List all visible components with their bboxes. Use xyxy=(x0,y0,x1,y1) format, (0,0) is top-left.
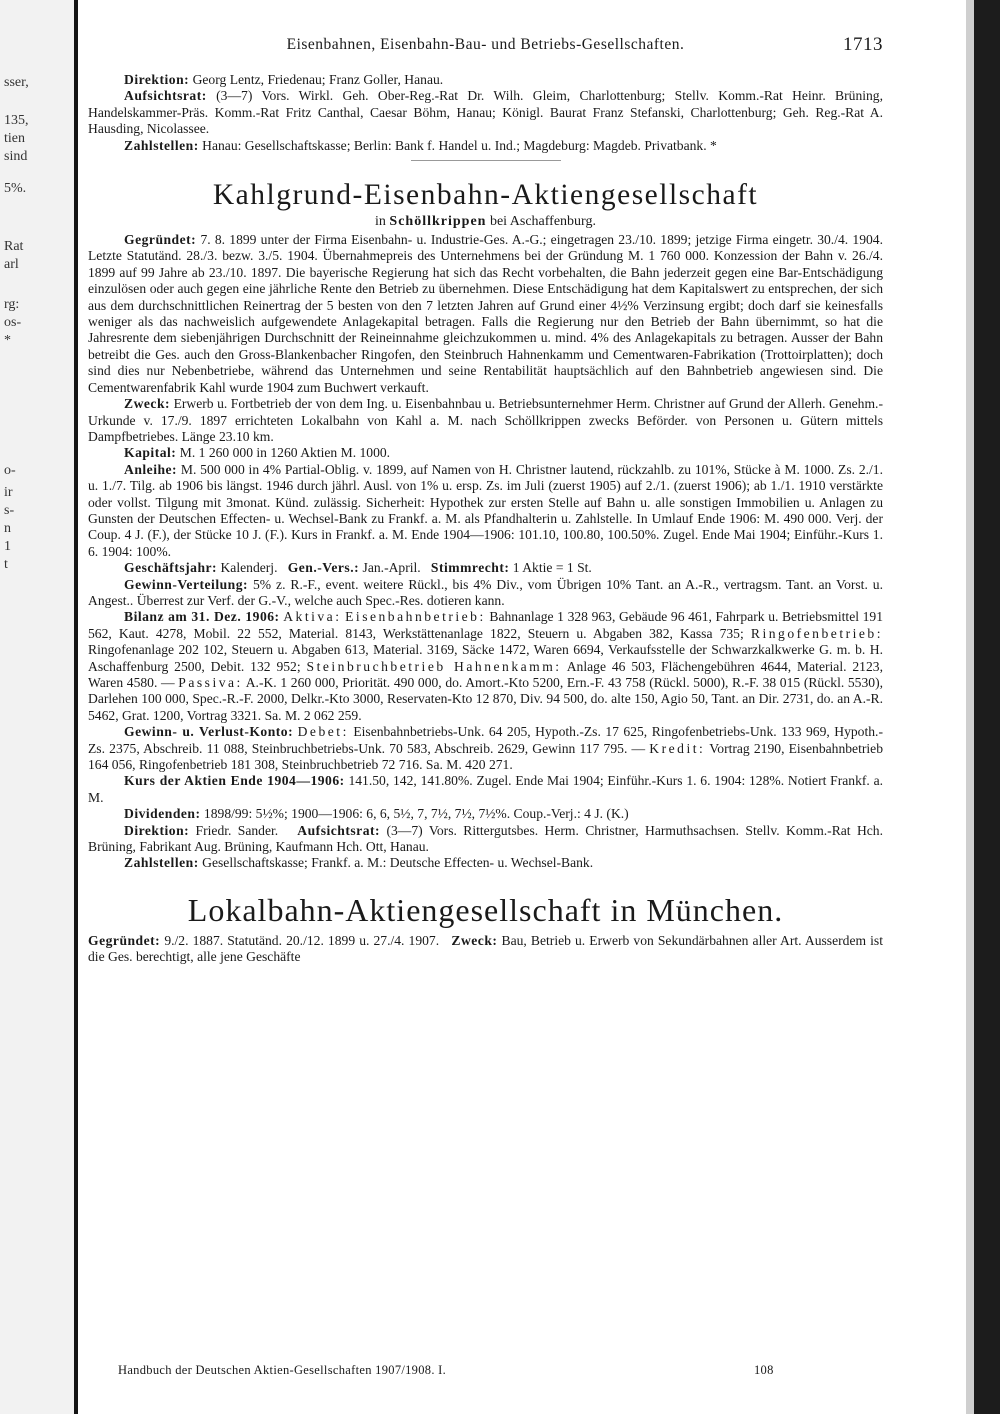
bilanz-paragraph xyxy=(88,609,883,724)
location-suffix: bei Aschaffenburg. xyxy=(489,214,596,230)
kapital-label: Kapital: xyxy=(124,445,177,461)
kredit-text: Vortrag 2190, Eisenbahnbetrieb 164 056, Ringofenbetrieb 181 308, Steinbruchbetrieb 72 716. Sa. M. 420 271. xyxy=(88,740,883,773)
anleihe-label: Anleihe: xyxy=(124,461,178,477)
gutter-fragment: o- xyxy=(4,463,16,478)
debet-text: Eisenbahnbetriebs-Unk. 64 205, Hypoth.-Zs. 17 625, Ringofenbetriebs-Unk. 133 969, Hypoth.-Zs. 2375, Abschreib. 11 088, Steinbruchbetriebs-Unk. 70 583, Abschreib. 2629, Gewinn 117 795. — xyxy=(88,724,883,756)
gutter-fragment: sind xyxy=(4,149,28,164)
gegruendet-paragraph xyxy=(88,232,883,396)
page-edge-strip xyxy=(966,0,974,1414)
gegruendet-text: 9./2. 1887. Statutänd. 20./12. 1899 u. 27./4. 1907. xyxy=(164,932,440,948)
geschaeftsjahr-label: Geschäftsjahr: xyxy=(124,560,218,576)
gegruendet-text: 7. 8. 1899 unter der Firma Eisenbahn- u. Industrie-Ges. A.-G.; eingetragen 23./10. 1899; jetzige Firma eingetr. 30./4. 1904. Letzte Statutänd. 28./3. bezw. 3./5. 1904. Übernahmepreis des Unternehmens bei der Gründung M. 1 760 000. Konzession der Bahn v. 26./4. 1899 auf 99 Jahre ab 23./10. 1897. Die bayerische Regierung hat sich das Recht vorbehalten, die Bahn jederzeit gegen eine Bar-Entschädigung einzulösen oder auch gegen eine jährliche Rente den Betrieb zu übernehmen. Diese Entschädigung hat dem Kapitalswert zu entsprechen, der sich aus dem durchschnittlichen Reinertrag der 5 besten von den 7 letzten Jahren auf Grund einer 4½% Verzinsung ergibt; doch darf sie keinesfalls weniger als das nachweislich aufgewendete Anlagekapital betragen. Falls die Regierung nur den Betrieb der Bahn übernimmt, so hat die Jahresrente dem siebenjährigen Durchschnitt der Reineinnahme gleichzukommen u. mind. 4% des Anlagekapitals zu betragen. Ausser der Bahn betreibt die Ges. auch den Gross-Blankenbacher Ringofen, den Steinbruch Hahnenkamm und Cementwaren-Fabrikation (Trottoirplatten); doch sind dies nur Nebenbetriebe, während das Unternehmen und seine Rentabilität hauptsächlich auf den Bahnbetrieb angewiesen sind. Die Cementwarenfabrik Kahl wurde 1904 zum Buchwert verkauft. xyxy=(88,232,883,395)
kurs-paragraph xyxy=(88,773,883,806)
kapital-paragraph xyxy=(88,445,883,461)
company-location xyxy=(88,214,883,230)
gegruendet-label: Gegründet: xyxy=(124,232,197,248)
aufsichtsrat-paragraph xyxy=(88,88,883,137)
anleihe-paragraph xyxy=(88,462,883,560)
direktion-text: Friedr. Sander. xyxy=(195,822,279,838)
eisenbahnbetrieb-label: Eisenbahnbetrieb: xyxy=(345,609,486,625)
gutter-fragment: 5%. xyxy=(4,181,27,196)
gutter-fragment: t xyxy=(4,557,8,572)
gutter-fragment: rg: xyxy=(4,297,20,312)
gutter-fragment: * xyxy=(4,333,11,348)
kapital-text: M. 1 260 000 in 1260 Aktien M. 1000. xyxy=(179,445,391,461)
gutter-fragment: Rat xyxy=(4,239,24,254)
gutter-fragment: arl xyxy=(4,257,19,272)
zahlstellen-label: Zahlstellen: xyxy=(124,137,199,153)
steinbruchbetrieb-label: Steinbruchbetrieb Hahnenkamm: xyxy=(306,658,562,674)
company-title: Lokalbahn-Aktiengesellschaft in München. xyxy=(187,891,784,928)
zweck-label: Zweck: xyxy=(451,932,498,948)
location-place: Schöllkrippen xyxy=(389,214,487,230)
stimmrecht-label: Stimmrecht: xyxy=(430,560,510,576)
debet-label: Debet: xyxy=(297,724,349,740)
company2-gegruendet-paragraph xyxy=(88,933,883,966)
adjacent-page-gutter xyxy=(0,0,78,1414)
zahlstellen-paragraph xyxy=(88,855,883,871)
zweck-label: Zweck: xyxy=(124,396,171,412)
passiva-label: Passiva: xyxy=(178,675,243,690)
direktion-aufsichtsrat-paragraph xyxy=(88,823,883,856)
previous-entry-section xyxy=(88,72,883,154)
dividenden-label: Dividenden: xyxy=(124,806,201,822)
aktiva-label: Aktiva: xyxy=(283,609,342,625)
gutter-fragment: n xyxy=(4,521,11,536)
location-prefix: in xyxy=(375,214,386,230)
zahlstellen-text: Hanau: Gesellschaftskasse; Berlin: Bank f. Handel u. Ind.; Magdeburg: Magdeb. Privatbank. * xyxy=(202,137,717,153)
gewinn-verteilung-label: Gewinn-Verteilung: xyxy=(124,576,249,592)
geschaeftsjahr-paragraph xyxy=(88,560,883,576)
dividenden-paragraph xyxy=(88,806,883,822)
company-title: Kahlgrund-Eisenbahn-Aktiengesellschaft xyxy=(212,179,759,212)
aufsichtsrat-label: Aufsichtsrat: xyxy=(124,88,207,104)
eisenbahnbetrieb-text: Bahnanlage 1 328 963, Gebäude 96 461, Fahrpark u. Betriebsmittel 191 562, Kaut. 4278, Mobil. 22 552, Material. 8143, Werkstättenanlage 1822, Steuern u. Abgaben 382, Kassa 735; xyxy=(88,609,884,641)
kurs-text: 141.50, 142, 141.80%. Zugel. Ende Mai 1904; Einführ.-Kurs 1. 6. 1904: 128%. Notiert Frankf. a. M. xyxy=(88,773,883,805)
gewinn-verlust-label: Gewinn- u. Verlust-Konto: xyxy=(124,724,294,740)
scan-right-edge xyxy=(966,0,1000,1414)
aufsichtsrat-text: (3—7) Vors. Wirkl. Geh. Ober-Reg.-Rat Dr. Wilh. Gleim, Charlottenburg; Stellv. Komm.-Rat Heinr. Brüning, Handelskammer-Präs. Komm.-Rat Fritz Canthal, Caesar Böhm, Hanau; Königl. Baurat Franz Stefanski, Charlottenburg; Geh. Reg.-Rat A. Hausding, Nicolassee. xyxy=(88,88,884,137)
gewinn-verteilung-paragraph xyxy=(88,577,883,610)
aufsichtsrat-text: (3—7) Vors. Rittergutsbes. Herm. Christner, Harmuthsachsen. Stellv. Komm.-Rat Hch. Brüning, Fabrikant Aug. Brüning, Kaufmann Hch. Ott, Hanau. xyxy=(88,822,883,855)
steinbruchbetrieb-text: Anlage 46 503, Flächengebühren 4644, Material. 2123, Waren 4580. — xyxy=(88,658,883,690)
zweck-text: Bau, Betrieb u. Erwerb von Sekundärbahnen aller Art. Ausserdem ist die Ges. berechtigt, alle jene Geschäfte xyxy=(88,932,883,965)
binding-edge xyxy=(74,0,78,1414)
zahlstellen-text: Gesellschaftskasse; Frankf. a. M.: Deutsche Effecten- u. Wechsel-Bank. xyxy=(202,855,594,871)
stimmrecht-text: 1 Aktie = 1 St. xyxy=(512,560,592,576)
footer-sheet-number: 108 xyxy=(754,1363,774,1377)
kurs-label: Kurs der Aktien Ende 1904—1906: xyxy=(124,773,345,789)
ringofenbetrieb-text: Ringofenanlage 202 102, Steuern u. Abgaben 613, Material. 3169, Säcke 1472, Waren 6694, Verkaufsstelle der Schwarzkalkwerke G. m. b. H. Aschaffenburg 2500, Debit. 132 952; xyxy=(88,642,883,674)
gen-vers-label: Gen.-Vers.: xyxy=(287,560,360,576)
running-header xyxy=(88,30,883,56)
gutter-fragment: s- xyxy=(4,503,15,518)
direktion-label: Direktion: xyxy=(124,822,190,838)
gutter-fragment: os- xyxy=(4,315,22,330)
zweck-paragraph xyxy=(88,396,883,445)
direktion-paragraph xyxy=(88,72,883,88)
kredit-label: Kredit: xyxy=(649,740,706,756)
gutter-fragment: sser, xyxy=(4,75,29,90)
separator-rule xyxy=(411,160,561,161)
gewinn-verteilung-text: 5% z. R.-F., event. weitere Rückl., bis 4% Div., vom Übrigen 10% Tant. an A.-R., vertragsm. Tant. an Vorst. u. Angest.. Überrest zur Verf. der G.-V., welche auch Spec.-Res. dotieren kann. xyxy=(88,576,883,608)
zahlstellen-label: Zahlstellen: xyxy=(124,855,199,871)
aufsichtsrat-label: Aufsichtsrat: xyxy=(297,822,381,838)
header-title: Eisenbahnen, Eisenbahn-Bau- und Betriebs-Gesellschaften. xyxy=(286,36,685,53)
bilanz-label: Bilanz am 31. Dez. 1906: xyxy=(124,609,280,625)
gutter-fragment: 135, xyxy=(4,113,29,128)
gewinn-verlust-paragraph xyxy=(88,724,883,773)
gutter-fragment: tien xyxy=(4,131,25,146)
gutter-fragment: 1 xyxy=(4,539,11,554)
anleihe-text: M. 500 000 in 4% Partial-Oblig. v. 1899, auf Namen von H. Christner lautend, rückzahlb. zu 101%, Stücke à M. 1000. Zs. 2./1. u. 1./7. Tilg. ab 1906 bis längst. 1946 durch jährl. Ausl. von 1% u. ersp. Zs. im Juli (zuerst 1905) auf 2./1. (zuerst 1906); ab 1./1. 1910 verstärkte oder vollst. Tilgung mit 3monat. Künd. zulässig. Sicherheit: Hypothek zur ersten Stelle auf Bahn u. alle sonstigen Immobilien u. Anlagen zu Gunsten der Deutschen Effecten- u. Wechsel-Bank zu Frankf. a. M. als Pfandhalterin u. Zahlstelle. In Umlauf Ende 1906: M. 490 000. Verj. der Coup. 4 J. (F.), der Stücke 10 J. (F.). Kurs in Frankf. a. M. Ende 1904—1906: 101.10, 100.80, 100.50%. Zugel. Ende Mai 1904; Einführ.-Kurs 1. 6. 1904: 100%. xyxy=(88,461,883,559)
gutter-fragment: ir xyxy=(4,485,13,500)
gen-vers-text: Jan.-April. xyxy=(362,560,421,576)
geschaeftsjahr-text: Kalenderj. xyxy=(220,560,278,576)
page-footer xyxy=(118,1363,778,1378)
direktion-text: Georg Lentz, Friedenau; Franz Goller, Hanau. xyxy=(192,72,444,87)
dividenden-text: 1898/99: 5½%; 1900—1906: 6, 6, 5½, 7, 7½, 7½, 7½%. Coup.-Verj.: 4 J. (K.) xyxy=(203,806,629,822)
zweck-text: Erwerb u. Fortbetrieb der von dem Ing. u. Eisenbahnbau u. Betriebsunternehmer Herm. Christner auf Grund der Allerh. Genehm.-Urkunde v. 17./9. 1897 errichteten Lokalbahn von Kahl a. M. nach Schöllkrippen zwecks Beförder. von Personen u. Gütern mittels Dampfbetriebes. Länge 23.10 km. xyxy=(88,396,883,444)
gegruendet-label: Gegründet: xyxy=(88,932,161,948)
ringofenbetrieb-label: Ringofenbetrieb: xyxy=(750,625,884,641)
direktion-label: Direktion: xyxy=(124,72,190,87)
footer-text: Handbuch der Deutschen Aktien-Gesellschaften 1907/1908. I. xyxy=(118,1363,447,1377)
document-page xyxy=(88,30,883,966)
passiva-text: A.-K. 1 260 000, Priorität. 490 000, do. Amort.-Kto 5200, Ern.-F. 43 758 (Rückl. 5000), R.-F. 38 015 (Rückl. 5530), Darlehen 100 000, Spec.-R.-F. 2000, Delkr.-Kto 3000, Reservaten-Kto 12 870, Div. 94 500, do. alte 150, Agio 50, Tant. an Dir. 2731, do. an A.-R. 5462, Grat. 1200, Vortrag 3321. Sa. M. 2 062 259. xyxy=(88,675,883,723)
zahlstellen-paragraph xyxy=(88,138,883,154)
page-number: 1713 xyxy=(843,34,883,55)
